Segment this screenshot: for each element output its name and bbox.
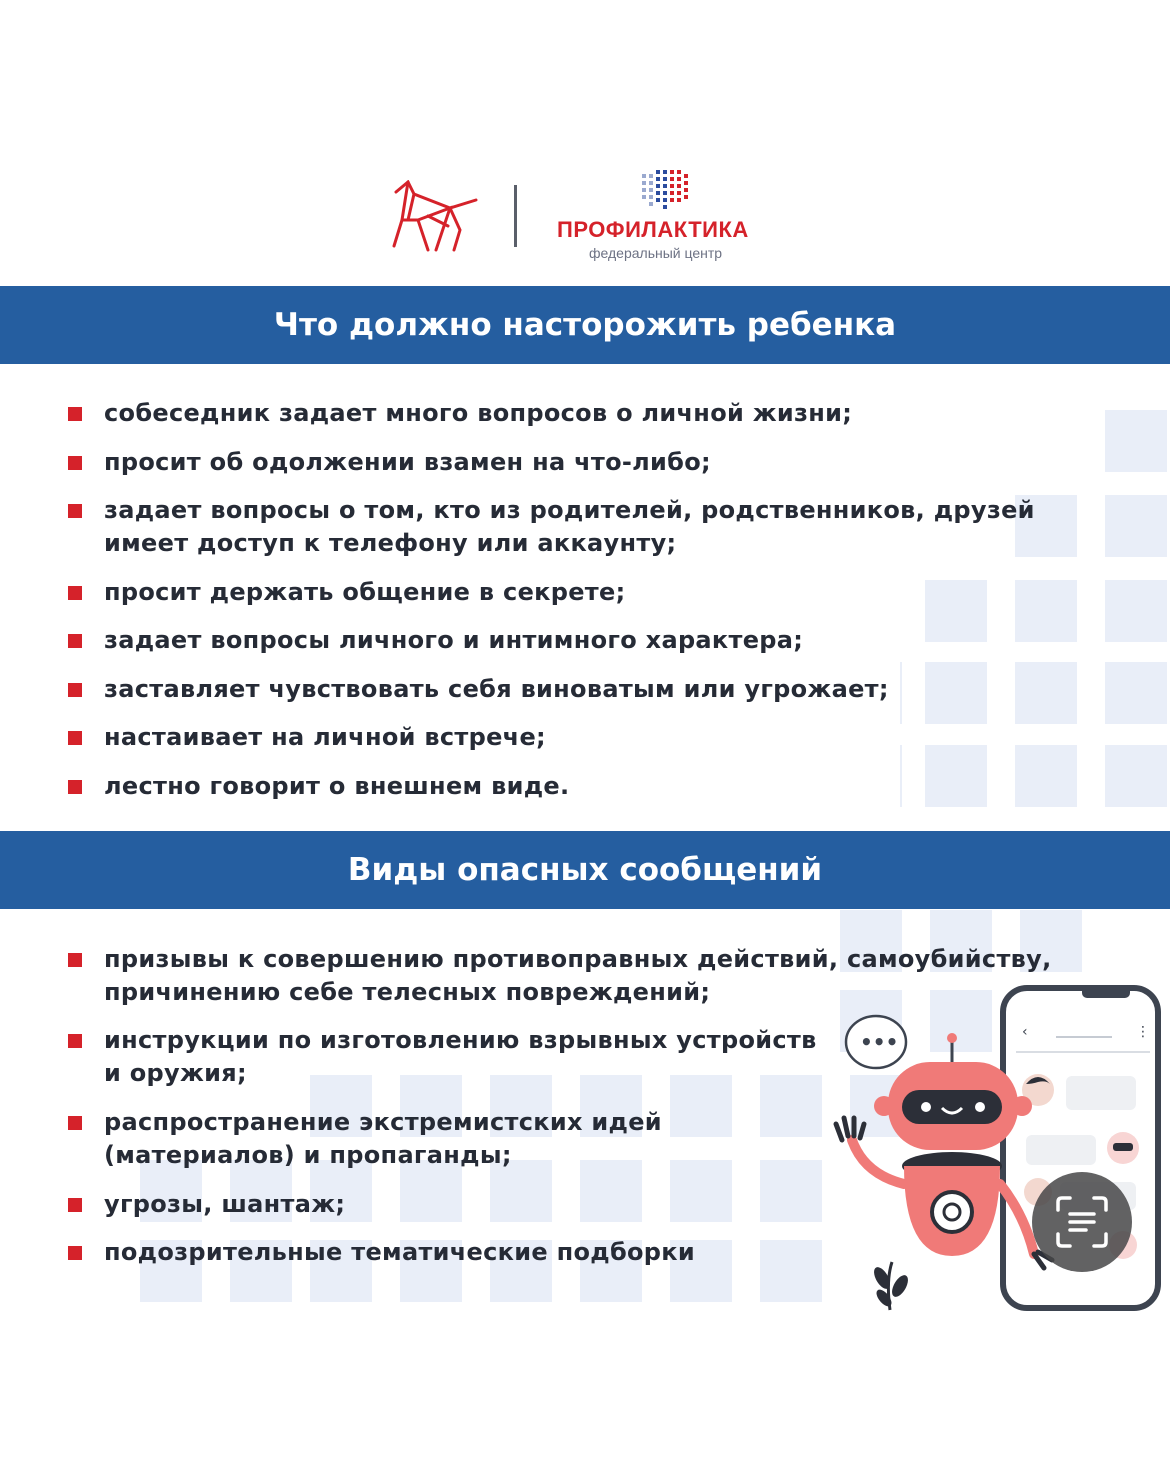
- profilaktika-subtitle: федеральный центр: [589, 245, 723, 261]
- list-item: [68, 1188, 345, 1221]
- list-item-text: настаивает на личной встрече;: [104, 723, 546, 751]
- list-item: [68, 397, 852, 430]
- section-title: Виды опасных сообщений: [347, 852, 823, 888]
- bullet-marker: [68, 953, 82, 967]
- list-item-text: просит об одолжении взамен на что-либо;: [104, 448, 711, 476]
- bullet-marker: [68, 407, 82, 421]
- list-item-text-block: [104, 1024, 817, 1090]
- bullet-marker: [68, 586, 82, 600]
- chat-bubble-dots: •••: [860, 1030, 899, 1054]
- list-item-text: (материалов) и пропаганды;: [104, 1141, 512, 1169]
- bullet-marker: [68, 1246, 82, 1260]
- phone-menu-icon: ⋮: [1136, 1024, 1150, 1040]
- list-item: [68, 446, 711, 479]
- text-scan-icon: [1054, 1194, 1110, 1250]
- bullet-marker: [68, 634, 82, 648]
- list-item-text-block: [104, 494, 1035, 560]
- list-item-text: распространение экстремистских идей: [104, 1108, 662, 1136]
- list-item-text: заставляет чувствовать себя виноватым или угрожает;: [104, 675, 889, 703]
- header-logos: [0, 165, 1170, 275]
- bullet-marker: [68, 731, 82, 745]
- list-item-text: угрозы, шантаж;: [104, 1190, 346, 1218]
- list-item-text: имеет доступ к телефону или аккаунту;: [104, 529, 677, 557]
- list-item: [68, 624, 803, 657]
- plant-icon: [871, 1262, 911, 1310]
- logo-divider: [514, 185, 517, 247]
- list-item-text: и оружия;: [104, 1059, 247, 1087]
- list-item-text-block: [104, 1106, 662, 1172]
- list-item-text: собеседник задает много вопросов о личной жизни;: [104, 399, 853, 427]
- bullet-marker: [68, 683, 82, 697]
- list-item-text: задает вопросы личного и интимного характера;: [104, 626, 804, 654]
- profilaktika-title: ПРОФИЛАКТИКА: [557, 217, 749, 242]
- list-item-text: просит держать общение в секрете;: [104, 578, 626, 606]
- list-item-text: причинению себе телесных повреждений;: [104, 978, 711, 1006]
- list-item: [68, 673, 889, 706]
- text-scan-button[interactable]: [1032, 1172, 1132, 1272]
- list-item-text: инструкции по изготовлению взрывных устройств: [104, 1026, 817, 1054]
- bullet-marker: [68, 1034, 82, 1048]
- section-title: Что должно насторожить ребенка: [273, 307, 897, 343]
- list-item: [68, 1106, 662, 1172]
- background-grid-top: [900, 400, 1170, 840]
- list-item: [68, 494, 1035, 560]
- bullet-marker: [68, 456, 82, 470]
- list-item-text: подозрительные тематические подборки: [104, 1238, 695, 1266]
- chat-bubble-icon: [846, 1016, 906, 1068]
- list-item: [68, 1024, 817, 1090]
- phone-back-icon: ‹: [1022, 1024, 1028, 1040]
- list-item: [68, 721, 546, 754]
- bullet-marker: [68, 504, 82, 518]
- list-item: [68, 770, 569, 803]
- bullet-marker: [68, 1198, 82, 1212]
- section-banner-warnings: [0, 286, 1170, 364]
- list-item-text: задает вопросы о том, кто из родителей, родственников, друзей: [104, 496, 1035, 524]
- profilaktika-logo-icon: [640, 170, 692, 210]
- list-item-text: призывы к совершению противоправных действий, самоубийству,: [104, 945, 1052, 973]
- bullet-marker: [68, 780, 82, 794]
- horse-logo-icon: [388, 180, 480, 256]
- list-item: [68, 576, 625, 609]
- list-item: [68, 1236, 695, 1269]
- bullet-marker: [68, 1116, 82, 1130]
- list-item-text: лестно говорит о внешнем виде.: [104, 772, 570, 800]
- section-banner-dangerous-messages: [0, 831, 1170, 909]
- robot-phone-illustration: [820, 970, 1170, 1315]
